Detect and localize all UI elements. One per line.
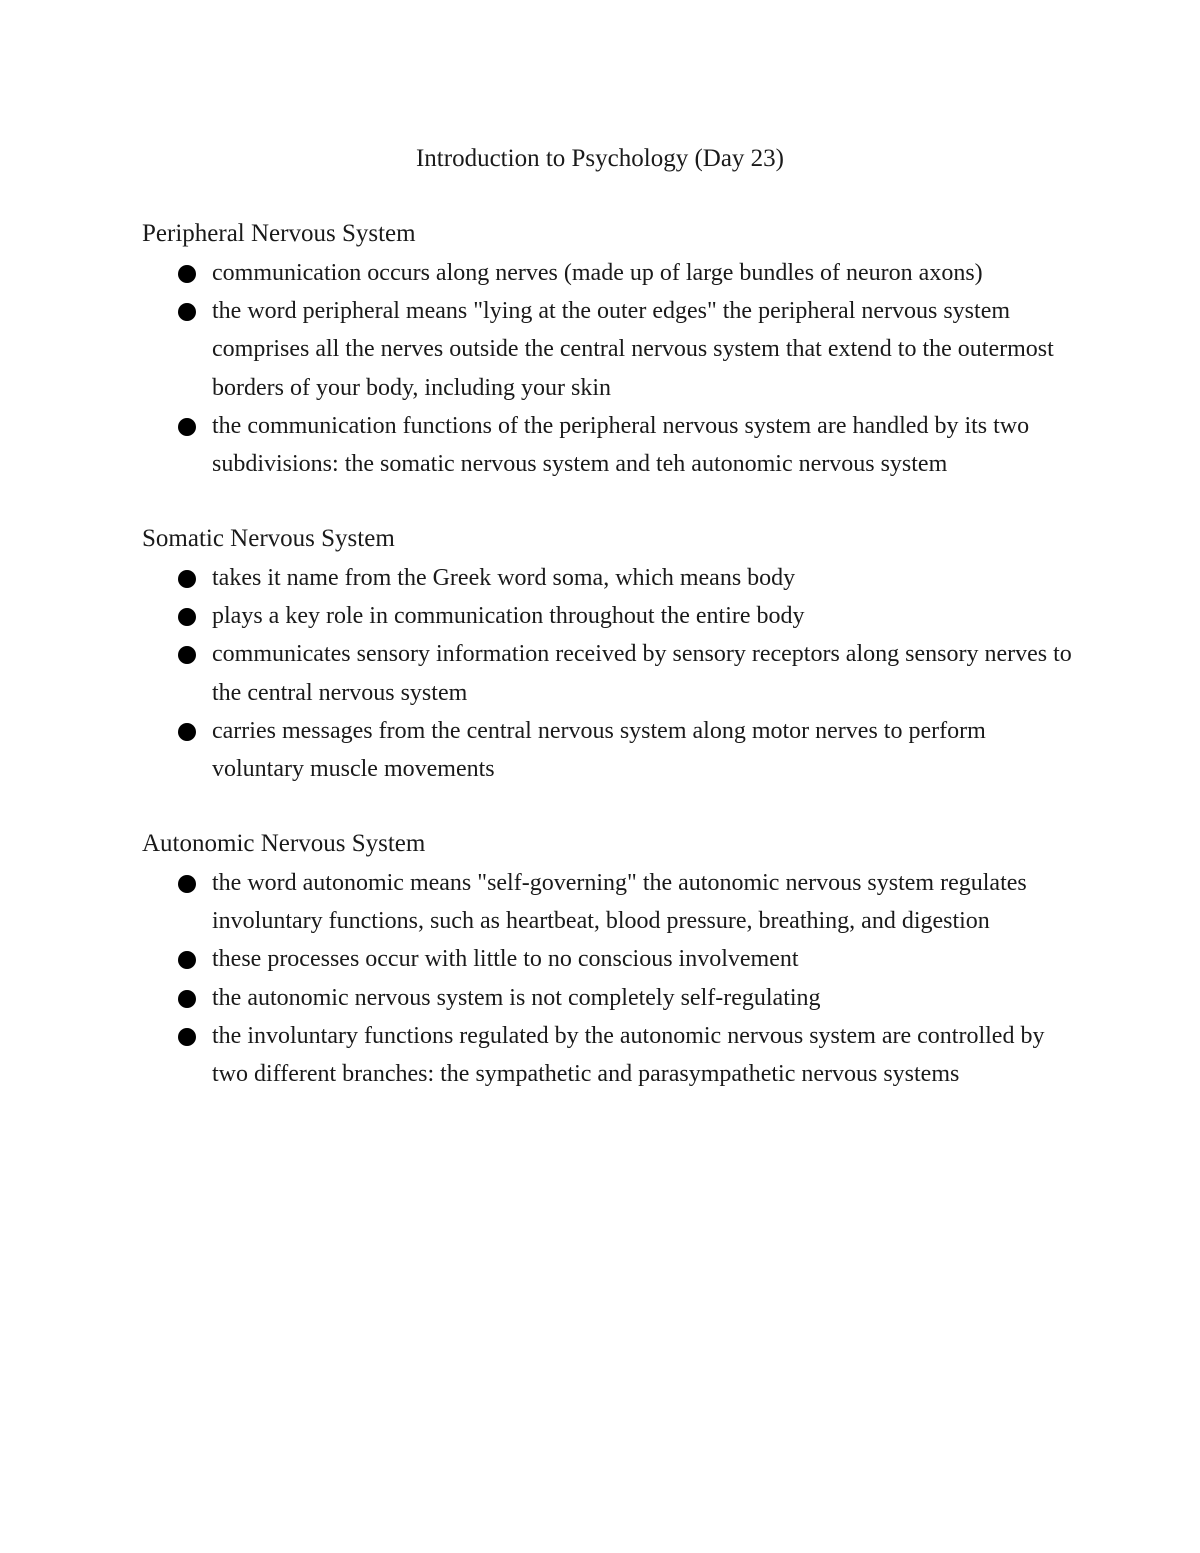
bullet-icon bbox=[178, 303, 196, 321]
bullet-list bbox=[142, 559, 1082, 788]
bullet-list bbox=[142, 254, 1082, 483]
bullet-icon bbox=[178, 570, 196, 588]
bullet-icon bbox=[178, 875, 196, 893]
list-item bbox=[142, 712, 1082, 788]
document-title: Introduction to Psychology (Day 23) bbox=[415, 145, 784, 172]
section-autonomic-nervous-system bbox=[142, 826, 1082, 1093]
section-heading: Autonomic Nervous System bbox=[142, 830, 426, 857]
section-peripheral-nervous-system bbox=[142, 216, 1082, 483]
bullet-icon bbox=[178, 265, 196, 283]
list-item bbox=[142, 254, 1082, 292]
list-item bbox=[142, 940, 1082, 978]
list-item bbox=[142, 597, 1082, 635]
bullet-icon bbox=[178, 951, 196, 969]
list-item-text: the involuntary functions regulated by the autonomic nervous system are controlled by two different branches: the sympathetic and parasympathetic nervous systems bbox=[212, 1022, 1045, 1088]
section-heading: Peripheral Nervous System bbox=[142, 220, 416, 247]
list-item-text: the communication functions of the peripheral nervous system are handled by its two subdivisions: the somatic nervous system and teh autonomic nervous system bbox=[212, 412, 1030, 478]
bullet-icon bbox=[178, 990, 196, 1008]
bullet-icon bbox=[178, 723, 196, 741]
list-item bbox=[142, 292, 1082, 407]
list-item bbox=[142, 1017, 1082, 1093]
bullet-icon bbox=[178, 1028, 196, 1046]
list-item-text: the word peripheral means "lying at the outer edges" the peripheral nervous system comprises all the nerves outside the central nervous system that extend to the outermost borders of your body, including your skin bbox=[212, 298, 1054, 401]
list-item-text: the word autonomic means "self-governing" the autonomic nervous system regulates involuntary functions, such as heartbeat, blood pressure, breathing, and digestion bbox=[212, 870, 1027, 935]
list-item bbox=[142, 407, 1082, 483]
list-item-text: plays a key role in communication throughout the entire body bbox=[212, 603, 805, 630]
list-item-text: takes it name from the Greek word soma, which means body bbox=[212, 565, 796, 591]
list-item-text: carries messages from the central nervous system along motor nerves to perform voluntary muscle movements bbox=[212, 717, 986, 783]
bullet-list bbox=[142, 864, 1082, 1093]
list-item-text: these processes occur with little to no conscious involvement bbox=[212, 946, 799, 973]
list-item-text: the autonomic nervous system is not completely self-regulating bbox=[212, 984, 821, 1011]
list-item bbox=[142, 979, 1082, 1017]
list-item-text: communicates sensory information received by sensory receptors along sensory nerves to the central nervous system bbox=[212, 641, 1072, 706]
list-item bbox=[142, 559, 1082, 597]
list-item-text: communication occurs along nerves (made up of large bundles of neuron axons) bbox=[212, 260, 983, 286]
section-somatic-nervous-system bbox=[142, 521, 1082, 788]
list-item bbox=[142, 635, 1082, 711]
bullet-icon bbox=[178, 646, 196, 664]
bullet-icon bbox=[178, 418, 196, 436]
section-heading: Somatic Nervous System bbox=[142, 525, 395, 552]
list-item bbox=[142, 864, 1082, 940]
bullet-icon bbox=[178, 608, 196, 626]
